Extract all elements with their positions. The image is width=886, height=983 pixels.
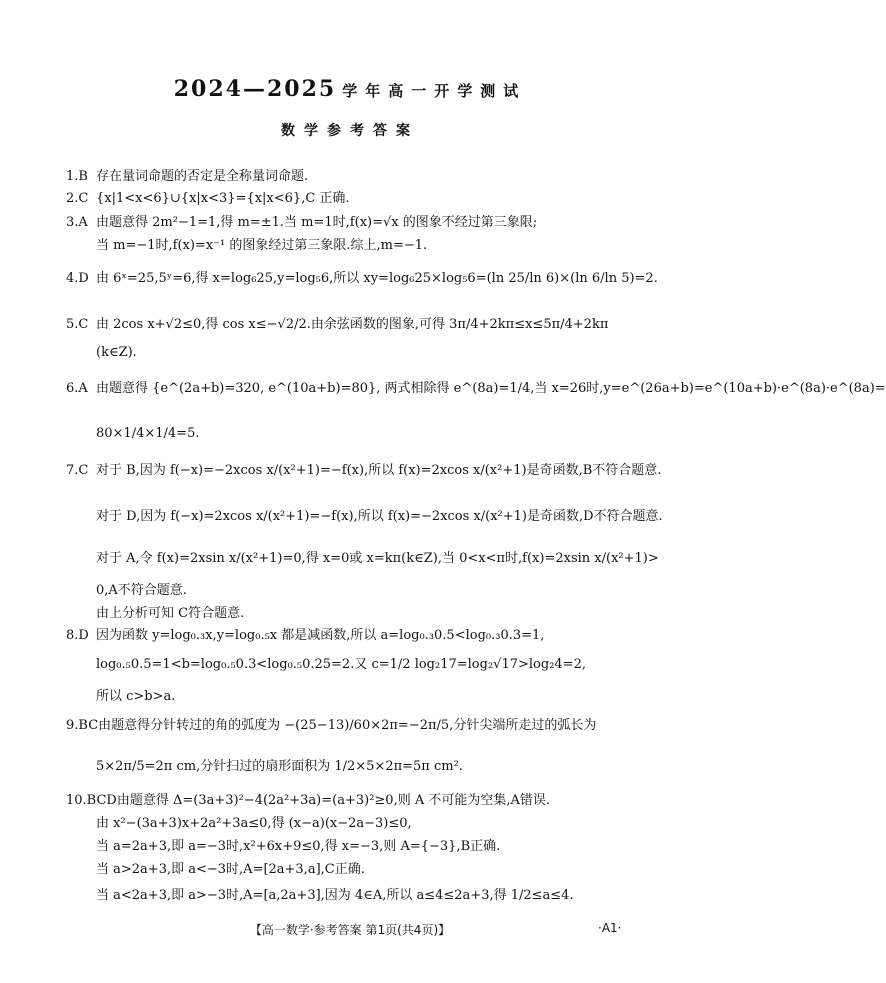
- answer-line: [66, 717, 641, 735]
- answer-text: 5×2π/5=2π cm,分针扫过的扇形面积为 1/2×5×2π=5π cm².: [96, 759, 463, 774]
- question-number: 4.D: [66, 271, 89, 286]
- answer-text: 由题意得 Δ=(3a+3)²−4(2a²+3a)=(a+3)²≥0,则 A 不可能为空集,A错误.: [116, 793, 551, 808]
- answer-line: [66, 344, 641, 362]
- answer-line: [66, 758, 641, 776]
- answer-text: 当 a>2a+3,即 a<−3时,A=[2a+3,a],C正确.: [96, 862, 365, 877]
- answer-line: [66, 550, 659, 568]
- answer-line: [66, 838, 641, 856]
- answer-line: [66, 508, 663, 526]
- answer-text: 当 m=−1时,f(x)=x⁻¹ 的图象经过第三象限.综上,m=−1.: [96, 238, 428, 253]
- answer-line: [66, 582, 641, 600]
- page-footer: 【高一数学·参考答案 第1页(共4页)】: [249, 923, 451, 937]
- answer-text: 由 6ˣ=25,5ʸ=6,得 x=log₆25,y=log₅6,所以 xy=log₆25×log₅6=(ln 25/ln 6)×(ln 6/ln 5)=2.: [96, 271, 658, 286]
- page-code: ·A1·: [598, 921, 622, 935]
- answer-line: [66, 214, 641, 232]
- question-number: 9.BC: [66, 718, 99, 733]
- answer-line: [66, 462, 662, 480]
- answer-line: [66, 627, 641, 645]
- question-number: 7.C: [66, 463, 89, 478]
- answer-line: [66, 425, 641, 443]
- question-number: 5.C: [66, 317, 89, 332]
- answer-text: 存在量词命题的否定是全称量词命题.: [96, 169, 309, 184]
- question-number: 1.B: [66, 169, 88, 184]
- answer-text: 因为函数 y=log₀.₃x,y=log₀.₅x 都是减函数,所以 a=log₀.₃0.5<log₀.₃0.3=1,: [96, 628, 545, 643]
- answer-line: [66, 380, 886, 398]
- question-number: 10.BCD: [66, 793, 117, 808]
- answer-line: [66, 190, 641, 208]
- exam-name: 学年高一开学测试: [342, 82, 527, 100]
- page-subtitle: 数学参考答案: [281, 123, 419, 139]
- answer-text: log₀.₅0.5=1<b=log₀.₅0.3<log₀.₅0.25=2.又 c=1/2 log₂17=log₂√17>log₂4=2,: [96, 657, 586, 672]
- question-number: 6.A: [66, 381, 88, 396]
- answer-line: [66, 656, 641, 674]
- answer-text: 由 2cos x+√2≤0,得 cos x≤−√2/2.由余弦函数的图象,可得 3π/4+2kπ≤x≤5π/4+2kπ: [96, 317, 609, 332]
- question-number: 2.C: [66, 191, 89, 206]
- answer-text: 当 a<2a+3,即 a>−3时,A=[a,2a+3],因为 4∈A,所以 a≤4≤2a+3,得 1/2≤a≤4.: [96, 888, 574, 903]
- answer-text: 由题意得 2m²−1=1,得 m=±1.当 m=1时,f(x)=√x 的图象不经过第三象限;: [96, 215, 538, 230]
- answer-line: [66, 316, 641, 334]
- answer-text: 由上分析可知 C符合题意.: [96, 606, 245, 621]
- answer-line: [66, 815, 641, 833]
- answer-text: 由题意得 {e^(2a+b)=320, e^(10a+b)=80}, 两式相除得 e^(8a)=1/4,当 x=26时,y=e^(26a+b)=e^(10a+b)·e^(8a)·e^(8a)=: [96, 381, 886, 396]
- answer-text: 80×1/4×1/4=5.: [96, 426, 200, 441]
- answer-text: 对于 B,因为 f(−x)=−2xcos x/(x²+1)=−f(x),所以 f(x)=2xcos x/(x²+1)是奇函数,B不符合题意.: [96, 463, 662, 478]
- answer-line: [66, 887, 641, 905]
- answer-line: [66, 237, 641, 255]
- answer-line: [66, 605, 641, 623]
- answer-text: 所以 c>b>a.: [96, 689, 176, 704]
- answer-text: 0,A不符合题意.: [96, 583, 187, 598]
- year-range: 2024—2025: [173, 76, 337, 102]
- answer-line: [66, 168, 641, 186]
- answer-text: 由 x²−(3a+3)x+2a²+3a≤0,得 (x−a)(x−2a−3)≤0,: [96, 816, 412, 831]
- answer-line: [66, 861, 641, 879]
- answer-line: [66, 688, 641, 706]
- answer-line: [66, 792, 641, 810]
- question-number: 3.A: [66, 215, 88, 230]
- answer-text: {x|1<x<6}∪{x|x<3}={x|x<6},C 正确.: [96, 191, 350, 206]
- question-number: 8.D: [66, 628, 89, 643]
- answer-text: 对于 A,令 f(x)=2xsin x/(x²+1)=0,得 x=0或 x=kπ(k∈Z),当 0<x<π时,f(x)=2xsin x/(x²+1)>: [96, 551, 659, 566]
- answer-line: [66, 270, 658, 288]
- answer-text: 当 a=2a+3,即 a=−3时,x²+6x+9≤0,得 x=−3,则 A={−3},B正确.: [96, 839, 501, 854]
- answer-text: (k∈Z).: [96, 345, 137, 360]
- answer-text: 对于 D,因为 f(−x)=2xcos x/(x²+1)=−f(x),所以 f(x)=−2xcos x/(x²+1)是奇函数,D不符合题意.: [96, 509, 663, 524]
- page-title: [0, 76, 700, 102]
- answer-text: 由题意得分针转过的角的弧度为 −(25−13)/60×2π=−2π/5,分针尖端所走过的弧长为: [98, 718, 597, 733]
